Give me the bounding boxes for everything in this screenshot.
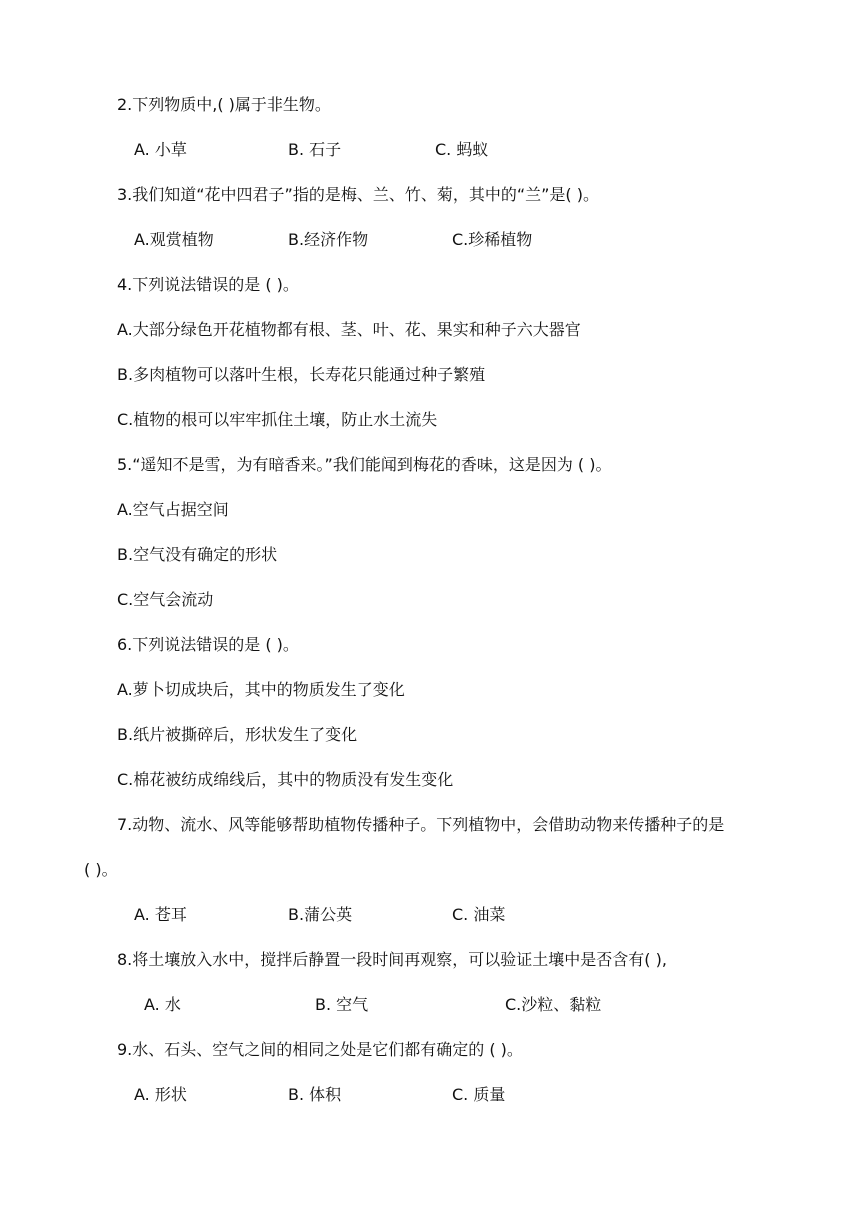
q8-option-c: C.沙粒、黏粒 <box>505 995 602 1014</box>
q2-option-a: A. 小草 <box>134 140 187 159</box>
q6-option-a: A.萝卜切成块后，其中的物质发生了变化 <box>117 680 405 699</box>
q4-option-a: A.大部分绿色开花植物都有根、茎、叶、花、果实和种子六大器官 <box>117 320 581 339</box>
q8-option-b: B. 空气 <box>315 995 369 1014</box>
q3-option-c: C.珍稀植物 <box>452 230 533 249</box>
q2-option-b: B. 石子 <box>288 140 342 159</box>
q5-option-c: C.空气会流动 <box>117 590 214 609</box>
q9-option-c: C. 质量 <box>452 1085 506 1104</box>
q6-option-b: B.纸片被撕碎后，形状发生了变化 <box>117 725 358 744</box>
q5-option-a: A.空气占据空间 <box>117 500 229 519</box>
question-7: 7.动物、流水、风等能够帮助植物传播种子。下列植物中，会借助动物来传播种子的是 <box>117 815 725 834</box>
q7-option-c: C. 油菜 <box>452 905 506 924</box>
question-6: 6.下列说法错误的是 ( )。 <box>117 635 299 654</box>
q5-option-b: B.空气没有确定的形状 <box>117 545 278 564</box>
question-4: 4.下列说法错误的是 ( )。 <box>117 275 299 294</box>
question-3: 3.我们知道“花中四君子”指的是梅、兰、竹、菊，其中的“兰”是( )。 <box>117 185 599 204</box>
q2-option-c: C. 蚂蚁 <box>435 140 489 159</box>
question-5: 5.“遥知不是雪，为有暗香来。”我们能闻到梅花的香味，这是因为 ( )。 <box>117 455 612 474</box>
q7-option-b: B.蒲公英 <box>288 905 353 924</box>
question-7-continuation: ( )。 <box>84 860 118 879</box>
question-9: 9.水、石头、空气之间的相同之处是它们都有确定的 ( )。 <box>117 1040 523 1059</box>
q4-option-b: B.多肉植物可以落叶生根，长寿花只能通过种子繁殖 <box>117 365 486 384</box>
q9-option-a: A. 形状 <box>134 1085 187 1104</box>
q9-option-b: B. 体积 <box>288 1085 342 1104</box>
q3-option-b: B.经济作物 <box>288 230 369 249</box>
question-2: 2.下列物质中,( )属于非生物。 <box>117 95 331 114</box>
question-8: 8.将土壤放入水中，搅拌后静置一段时间再观察，可以验证土壤中是否含有( ), <box>117 950 667 969</box>
q7-option-a: A. 苍耳 <box>134 905 187 924</box>
q6-option-c: C.棉花被纺成绵线后，其中的物质没有发生变化 <box>117 770 454 789</box>
q3-option-a: A.观赏植物 <box>134 230 214 249</box>
q4-option-c: C.植物的根可以牢牢抓住土壤，防止水土流失 <box>117 410 438 429</box>
q8-option-a: A. 水 <box>144 995 181 1014</box>
